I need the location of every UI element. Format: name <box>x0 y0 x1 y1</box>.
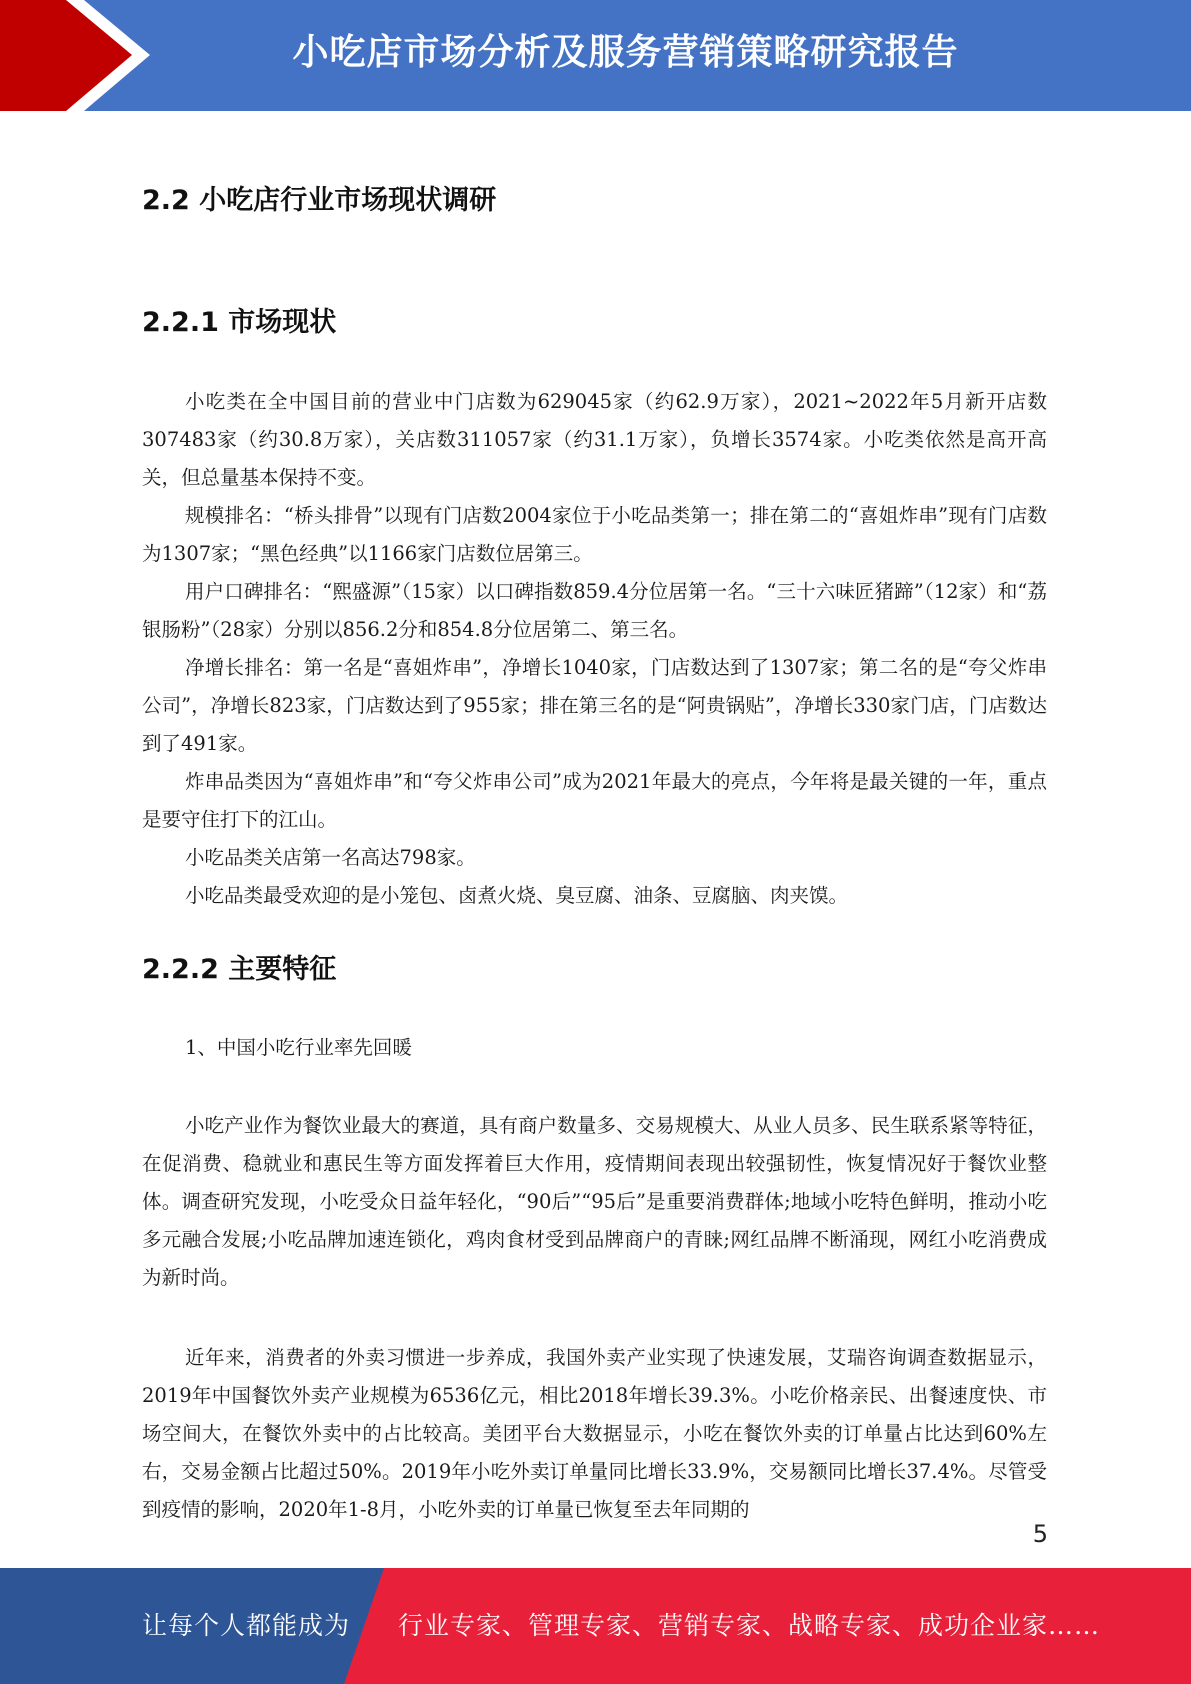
paragraph-popular-items: 小吃品类最受欢迎的是小笼包、卤煮火烧、臭豆腐、油条、豆腐脑、肉夹馍。 <box>185 884 849 907</box>
section-heading-2-2-1: 2.2.1 市场现状 <box>142 307 337 338</box>
paragraph-reputation-ranking: 用户口碑排名：“熙盛源”（15家）以口碑指数859.4分位居第一名。“三十六味匠猪蹄”（12家）和“荔银肠粉”（28家）分别以856.2分和854.8分位居第二、第三名。 <box>142 580 1047 641</box>
paragraph-closures: 小吃品类关店第一名高达798家。 <box>185 846 476 869</box>
paragraph-net-growth-ranking: 净增长排名：第一名是“喜姐炸串”，净增长1040家，门店数达到了1307家；第二名的是“夸父炸串公司”，净增长823家，门店数达到了955家；排在第三名的是“阿贵锅贴”，净增长330家门店，门店数达到了491家。 <box>142 656 1047 755</box>
paragraph-scale-ranking: 规模排名：“桥头排骨”以现有门店数2004家位于小吃品类第一；排在第二的“喜姐炸串”现有门店数为1307家；“黑色经典”以1166家门店数位居第三。 <box>142 504 1047 565</box>
page-number: 5 <box>1032 1520 1048 1548</box>
footer-slogan-left: 让每个人都能成为 <box>142 1611 351 1640</box>
page-footer <box>0 1568 1191 1684</box>
section-heading-2-2-2: 2.2.2 主要特征 <box>142 954 337 985</box>
list-item-recovery: 1、中国小吃行业率先回暖 <box>185 1036 412 1059</box>
paragraph-fried-skewer: 炸串品类因为“喜姐炸串”和“夸父炸串公司”成为2021年最大的亮点，今年将是最关键的一年，重点是要守住打下的江山。 <box>142 770 1047 831</box>
footer-slogan-right: 行业专家、管理专家、营销专家、战略专家、成功企业家…… <box>398 1611 1101 1640</box>
paragraph-industry-features: 小吃产业作为餐饮业最大的赛道，具有商户数量多、交易规模大、从业人员多、民生联系紧等特征，在促消费、稳就业和惠民生等方面发挥着巨大作用，疫情期间表现出较强韧性，恢复情况好于餐饮业整体。调查研究发现，小吃受众日益年轻化，“90后”“95后”是重要消费群体;地域小吃特色鲜明，推动小吃多元融合发展;小吃品牌加速连锁化，鸡肉食材受到品牌商户的青睐;网红品牌不断涌现，网红小吃消费成为新时尚。 <box>142 1114 1047 1289</box>
report-title: 小吃店市场分析及服务营销策略研究报告 <box>292 32 959 73</box>
page-header <box>0 0 1191 111</box>
paragraph-store-count: 小吃类在全中国目前的营业中门店数为629045家（约62.9万家），2021~2022年5月新开店数307483家（约30.8万家），关店数311057家（约31.1万家），负增长3574家。小吃类依然是高开高关，但总量基本保持不变。 <box>142 390 1047 489</box>
paragraph-takeout: 近年来，消费者的外卖习惯进一步养成，我国外卖产业实现了快速发展，艾瑞咨询调查数据显示，2019年中国餐饮外卖产业规模为6536亿元，相比2018年增长39.3%。小吃价格亲民、出餐速度快、市场空间大，在餐饮外卖中的占比较高。美团平台大数据显示，小吃在餐饮外卖的订单量占比达到60%左右，交易金额占比超过50%。2019年小吃外卖订单量同比增长33.9%，交易额同比增长37.4%。尽管受到疫情的影响，2020年1-8月，小吃外卖的订单量已恢复至去年同期的 <box>142 1346 1047 1521</box>
section-heading-2-2: 2.2 小吃店行业市场现状调研 <box>142 185 497 216</box>
